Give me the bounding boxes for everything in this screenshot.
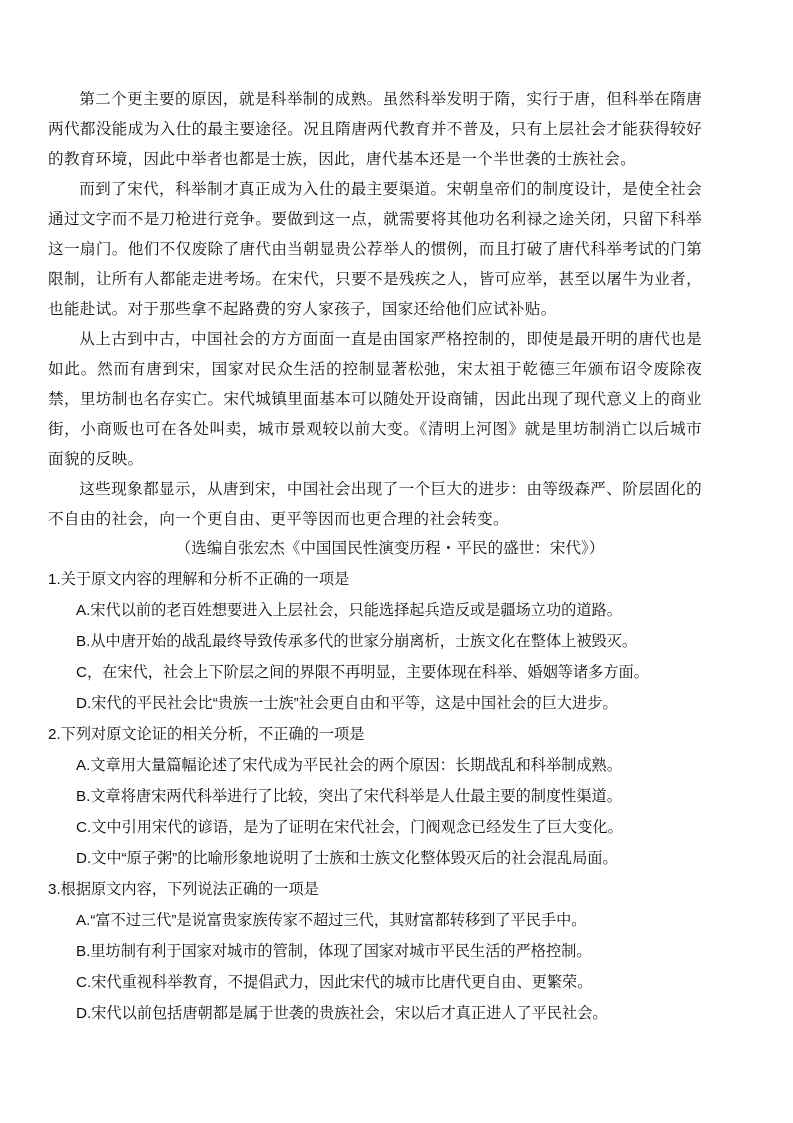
option-a: A.宋代以前的老百姓想要进入上层社会，只能选择起兵造反或是疆场立功的道路。 [76,602,622,619]
passage-paragraph: 从上古到中古，中国社会的方方面面一直是由国家严格控制的，即使是最开明的唐代也是如此。然而有唐到宋，国家对民众生活的控制显著松弛，宋太祖于乾德三年颁布诏令废除夜禁，里坊制也名存实亡。宋代城镇里面基本可以随处开设商铺，因此出现了现代意义上的商业街，小商贩也可在各处叫卖，城市景观较以前大变。《清明上河图》就是里坊制消亡以后城市面貌的反映。 [48,330,702,468]
option-d: D.文中“原子粥”的比喻形象地说明了士族和士族文化整体毁灭后的社会混乱局面。 [76,850,618,867]
option-b: B.从中唐开始的战乱最终导致传承多代的世家分崩离析，士族文化在整体上被毁灭。 [76,633,638,650]
passage-paragraph: 这些现象都显示，从唐到宋，中国社会出现了一个巨大的进步：由等级森严、阶层固化的不自由的社会，向一个更自由、更平等因而也更合理的社会转变。 [48,480,702,528]
question-3 [48,874,702,1029]
option-c: C.宋代重视科举教育，不提倡武力，因此宋代的城市比唐代更自由、更繁荣。 [76,974,593,991]
passage-paragraph: 第二个更主要的原因，就是科举制的成熟。虽然科举发明于隋，实行于唐，但科举在隋唐两代都没能成为入仕的最主要途径。况且隋唐两代教育并不普及，只有上层社会才能获得较好的教育环境，因此中举者也都是士族，因此，唐代基本还是一个半世袭的士族社会。 [48,90,702,168]
option-d: D.宋代以前包括唐朝都是属于世袭的贵族社会，宋以后才真正进人了平民社会。 [76,1005,608,1022]
question-stem: 2.下列对原文论证的相关分析，不正确的一项是 [48,726,365,743]
question-1 [48,564,702,719]
option-c: C，在宋代，社会上下阶层之间的界限不再明显，主要体现在科举、婚姻等诸多方面。 [76,664,649,681]
option-b: B.文章将唐宋两代科举进行了比较，突出了宋代科举是人仕最主要的制度性渠道。 [76,788,622,805]
reading-passage [48,84,702,564]
passage-paragraph: 而到了宋代，科举制才真正成为入仕的最主要渠道。宋朝皇帝们的制度设计，是使全社会通过文字而不是刀枪进行竞争。要做到这一点，就需要将其他功名利禄之途关闭，只留下科举这一扇门。他们不仅废除了唐代由当朝显贵公荐举人的惯例，而且打破了唐代科举考试的门第限制，让所有人都能走进考场。在宋代，只要不是残疾之人，皆可应举，甚至以屠牛为业者，也能赴试。对于那些拿不起路费的穷人家孩子，国家还给他们应试补贴。 [48,180,702,318]
option-a: A.“富不过三代”是说富贵家族传家不超过三代，其财富都转移到了平民手中。 [76,912,587,929]
option-a: A.文章用大量篇幅论述了宋代成为平民社会的两个原因：长期战乱和科举制成熟。 [76,757,622,774]
question-stem: 3.根据原文内容，下列说法正确的一项是 [48,881,319,898]
question-stem: 1.关于原文内容的理解和分析不正确的一项是 [48,571,350,588]
question-2 [48,719,702,874]
passage-source: （选编自张宏杰《中国国民性演变历程・平民的盛世：宋代》） [175,540,605,557]
document-page [48,84,702,1029]
option-d: D.宋代的平民社会比“贵族一士族”社会更自由和平等，这是中国社会的巨大进步。 [76,695,618,712]
option-b: B.里坊制有利于国家对城市的管制，体现了国家对城市平民生活的严格控制。 [76,943,592,960]
option-c: C.文中引用宋代的谚语，是为了证明在宋代社会，门阀观念已经发生了巨大变化。 [76,819,623,836]
